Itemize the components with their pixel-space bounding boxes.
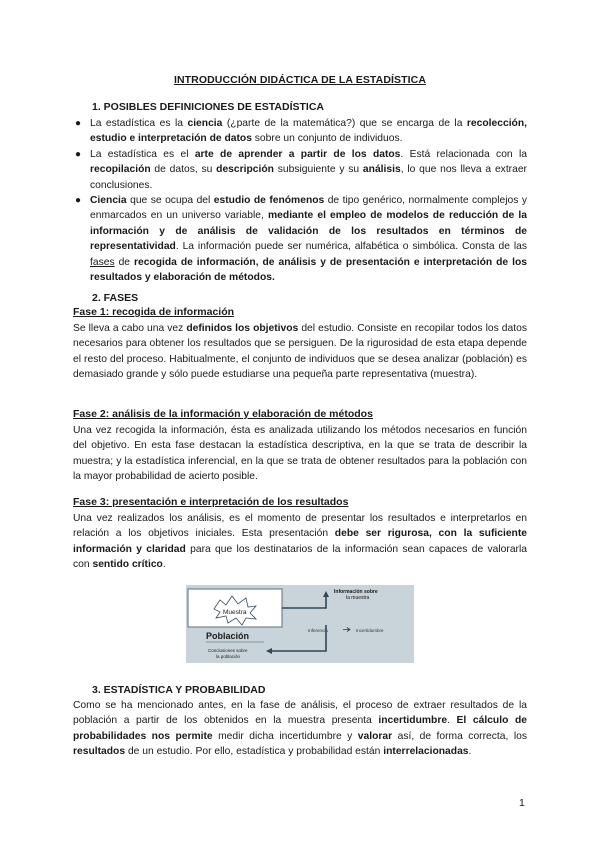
phase3-title: Fase 3: presentación e interpretación de los resultados [73,496,349,508]
section-heading-phases: 2. FASES [92,292,139,304]
bullet-icon: ● [75,195,82,207]
sample-label: Muestra [223,609,247,616]
sample-population-diagram [186,585,414,663]
info-label: Información sobre [334,589,378,595]
conclusions-sublabel: la población [216,654,241,659]
list-item: ● La estadística es el arte de aprender a partir de los datos. Está relacionada con la recopilación de datos, su descripción subsiguiente y su análisis, lo que nos lleva a extraer conclusiones. [75,148,527,191]
document-title: INTRODUCCIÓN DIDÁCTICA DE LA ESTADÍSTICA [173,74,427,86]
phase2-paragraph: Una vez recogida la información, ésta es analizada utilizando los métodos necesarios en función del objetivo. En esta fase destacan la estadística descriptiva, en la que se trata de describir la muestra; y la estadística inferencial, en la que se trata de obtener resultados para la población con la mayor probabilidad de acierto posible. [73,425,527,483]
section-heading-definitions: 1. POSIBLES DEFINICIONES DE ESTADÍSTICA [92,101,325,113]
probability-paragraph: Como se ha mencionado antes, en la fase de análisis, el proceso de extraer resultados de la población a partir de los obtenidos en la muestra presenta incertidumbre. El cálculo de probabilidades nos permite medir dicha incertidumbre y valorar así, de forma correcta, los resultados de un estudio. Por ello, estadística y probabilidad están interrelacionadas. [73,700,527,758]
inference-label: Inferencia [308,628,328,633]
bullet-icon: ● [75,148,82,160]
list-item: ● La estadística es la ciencia (¿parte de la matemática?) que se encarga de la recolección, estudio e interpretación de datos sobre un conjunto de individuos. [75,118,527,145]
page-number: 1 [519,797,525,809]
bullet-icon: ● [75,118,82,129]
conclusions-label: Conclusiones sobre [208,648,248,653]
definitions-list [73,116,527,285]
uncertainty-label: Incertidumbre [356,628,384,633]
phase3-paragraph: Una vez realizados los análisis, es el momento de presentar los resultados e interpretarlos en relación a los objetivos iniciales. Esta presentación debe ser rigurosa, con la suficiente información y claridad para que los destinatarios de la información sean capaces de valorarla con sentido crítico. [73,513,527,571]
population-label: Población [206,631,250,641]
info-sublabel: la muestra [346,595,370,601]
phase1-title: Fase 1: recogida de información [73,306,235,318]
phase1-paragraph: Se lleva a cabo una vez definidos los objetivos del estudio. Consiste en recopilar todos los datos necesarios para obtener los resultados que se persiguen. De la rigurosidad de esta etapa depende el resto del proceso. Habitualmente, el conjunto de individuos que se desea analizar (población) es demasiado grande y sólo puede estudiarse una pequeña parte representativa (muestra). [73,323,527,381]
list-item: ● Ciencia que se ocupa del estudio de fenómenos de tipo genérico, normalmente complejos y enmarcados en un universo variable, mediante el empleo de modelos de reducción de la información y de análisis de validación de los resultados en términos de representatividad. La información puede ser numérica, alfabética o simbólica. Consta de las fases de recogida de información, de análisis y de presentación e interpretación de los resultados y elaboración de métodos. [75,195,527,284]
phase2-title: Fase 2: análisis de la información y elaboración de métodos [73,408,373,420]
section-heading-probability: 3. ESTADÍSTICA Y PROBABILIDAD [92,684,266,696]
